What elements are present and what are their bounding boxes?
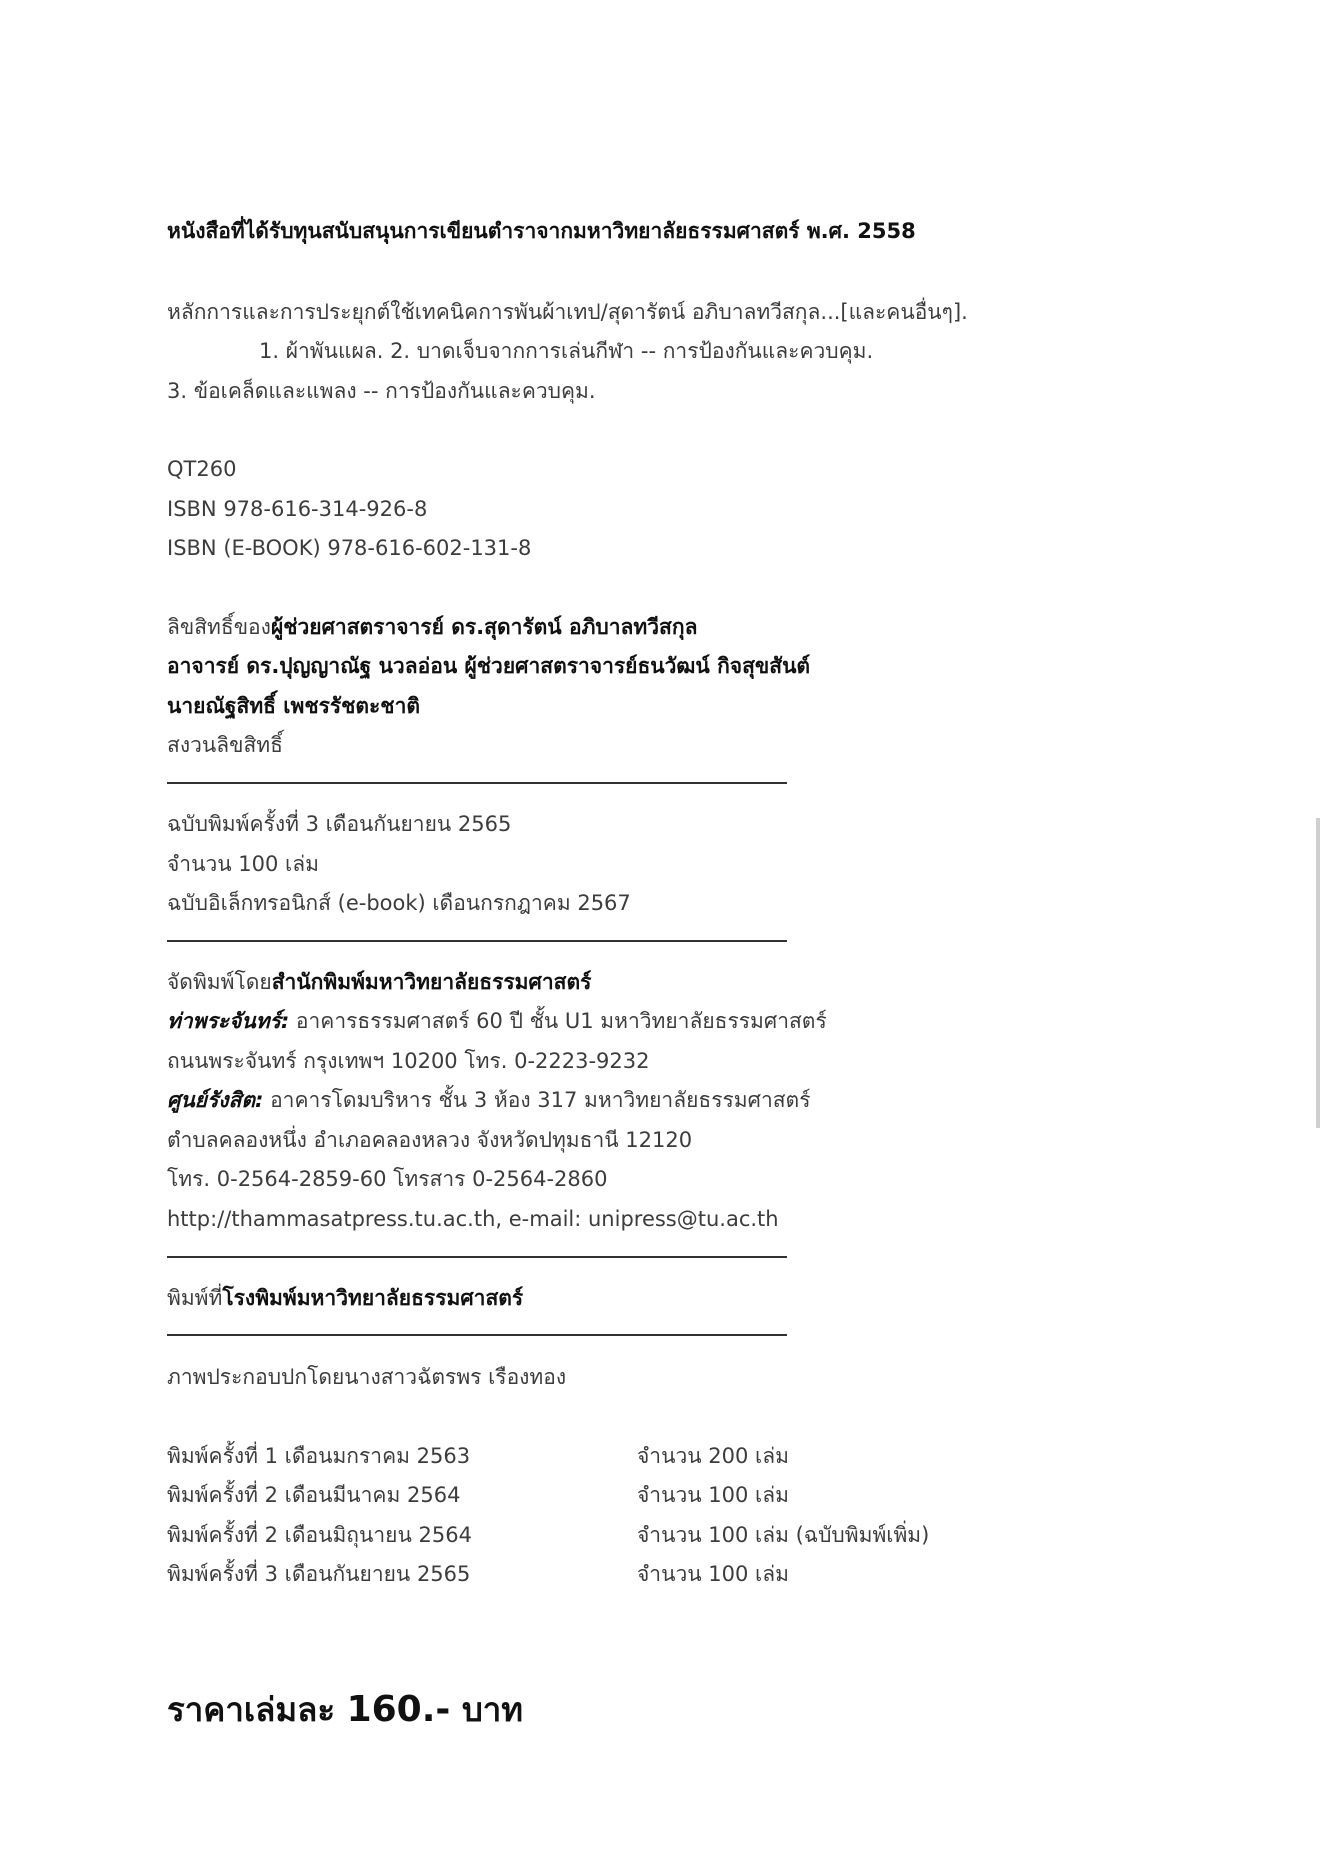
copyright-holder-line-3: นายณัฐสิทธิ์ เพชรรัชตะชาติ — [167, 694, 420, 718]
rangsit-label: ศูนย์รังสิต: — [167, 1088, 264, 1112]
printer-prefix: พิมพ์ที่ — [167, 1286, 223, 1310]
print-history-qty: จำนวน 100 เล่ม (ฉบับพิมพ์เพิ่ม) — [637, 1523, 930, 1547]
edition-line-1: ฉบับพิมพ์ครั้งที่ 3 เดือนกันยายน 2565 — [167, 812, 512, 836]
page-edge-shadow — [1316, 818, 1320, 1128]
printer-line — [167, 1283, 523, 1313]
divider-1 — [167, 782, 787, 784]
print-history-when: พิมพ์ครั้งที่ 1 เดือนมกราคม 2563 — [167, 1444, 471, 1468]
tha-prachan-address: อาคารธรรมศาสตร์ 60 ปี ชั้น U1 มหาวิทยาลัยธรรมศาสตร์ — [289, 1009, 827, 1033]
tha-prachan-line — [167, 1006, 827, 1036]
copyright-holder-line-1 — [167, 612, 697, 642]
tha-prachan-address-2: ถนนพระจันทร์ กรุงเทพฯ 10200 โทร. 0-2223-9232 — [167, 1049, 650, 1073]
phone-line: โทร. 0-2564-2859-60 โทรสาร 0-2564-2860 — [167, 1167, 608, 1191]
print-history-qty: จำนวน 200 เล่ม — [637, 1444, 789, 1468]
printer-name: โรงพิมพ์มหาวิทยาลัยธรรมศาสตร์ — [222, 1286, 524, 1310]
copyright-holder-line-2: อาจารย์ ดร.ปุญญาณัฐ นวลอ่อน ผู้ช่วยศาสตราจารย์ธนวัฒน์ กิจสุขสันต์ — [167, 654, 811, 678]
edition-line-2: จำนวน 100 เล่ม — [167, 852, 319, 876]
print-history-qty: จำนวน 100 เล่ม — [637, 1562, 789, 1586]
price-prefix: ราคาเล่มละ — [167, 1690, 347, 1729]
cover-credit: ภาพประกอบปกโดยนางสาวฉัตรพร เรืองทอง — [167, 1365, 567, 1389]
edition-line-3: ฉบับอิเล็กทรอนิกส์ (e-book) เดือนกรกฎาคม 2567 — [167, 891, 631, 915]
isbn: ISBN 978-616-314-926-8 — [167, 497, 428, 521]
print-history-when: พิมพ์ครั้งที่ 3 เดือนกันยายน 2565 — [167, 1562, 471, 1586]
tha-prachan-label: ท่าพระจันทร์: — [167, 1009, 290, 1033]
price-amount: 160.- — [346, 1689, 451, 1730]
print-history-row — [167, 1441, 789, 1471]
publisher-name: สำนักพิมพ์มหาวิทยาลัยธรรมศาสตร์ — [271, 970, 592, 994]
price-line — [167, 1683, 523, 1736]
copyright-reserved: สงวนลิขสิทธิ์ — [167, 733, 283, 757]
print-history-when: พิมพ์ครั้งที่ 2 เดือนมีนาคม 2564 — [167, 1483, 461, 1507]
rangsit-address: อาคารโดมบริหาร ชั้น 3 ห้อง 317 มหาวิทยาลัยธรรมศาสตร์ — [263, 1088, 811, 1112]
print-history-row — [167, 1480, 789, 1510]
rangsit-address-2: ตำบลคลองหนึ่ง อำเภอคลองหลวง จังหวัดปทุมธานี 12120 — [167, 1128, 693, 1152]
divider-3 — [167, 1256, 787, 1258]
catalog-subject-line-1: 1. ผ้าพันแผล. 2. บาดเจ็บจากการเล่นกีฬา -- การป้องกันและควบคุม. — [259, 339, 874, 363]
price-suffix: บาท — [450, 1690, 524, 1729]
grant-line: หนังสือที่ได้รับทุนสนับสนุนการเขียนตำราจากมหาวิทยาลัยธรรมศาสตร์ พ.ศ. 2558 — [167, 219, 916, 243]
web-email-line: http://thammasatpress.tu.ac.th, e-mail: unipress@tu.ac.th — [167, 1207, 779, 1231]
print-history-when: พิมพ์ครั้งที่ 2 เดือนมิถุนายน 2564 — [167, 1523, 472, 1547]
print-history-qty: จำนวน 100 เล่ม — [637, 1483, 789, 1507]
publisher-prefix: จัดพิมพ์โดย — [167, 970, 272, 994]
divider-2 — [167, 940, 787, 942]
print-history-row — [167, 1559, 789, 1589]
call-number: QT260 — [167, 457, 237, 481]
catalog-title-line: หลักการและการประยุกต์ใช้เทคนิคการพันผ้าเทป/สุดารัตน์ อภิบาลทวีสกุล...[และคนอื่นๆ]. — [167, 300, 968, 324]
catalog-subject-line-2: 3. ข้อเคล็ดและแพลง -- การป้องกันและควบคุม. — [167, 379, 596, 403]
rangsit-line — [167, 1085, 810, 1115]
copyright-holder-1: ผู้ช่วยศาสตราจารย์ ดร.สุดารัตน์ อภิบาลทวีสกุล — [270, 615, 698, 639]
copyright-prefix: ลิขสิทธิ์ของ — [167, 615, 271, 639]
print-history-row — [167, 1520, 929, 1550]
isbn-ebook: ISBN (E-BOOK) 978-616-602-131-8 — [167, 536, 532, 560]
divider-4 — [167, 1334, 787, 1336]
publisher-line — [167, 967, 591, 997]
